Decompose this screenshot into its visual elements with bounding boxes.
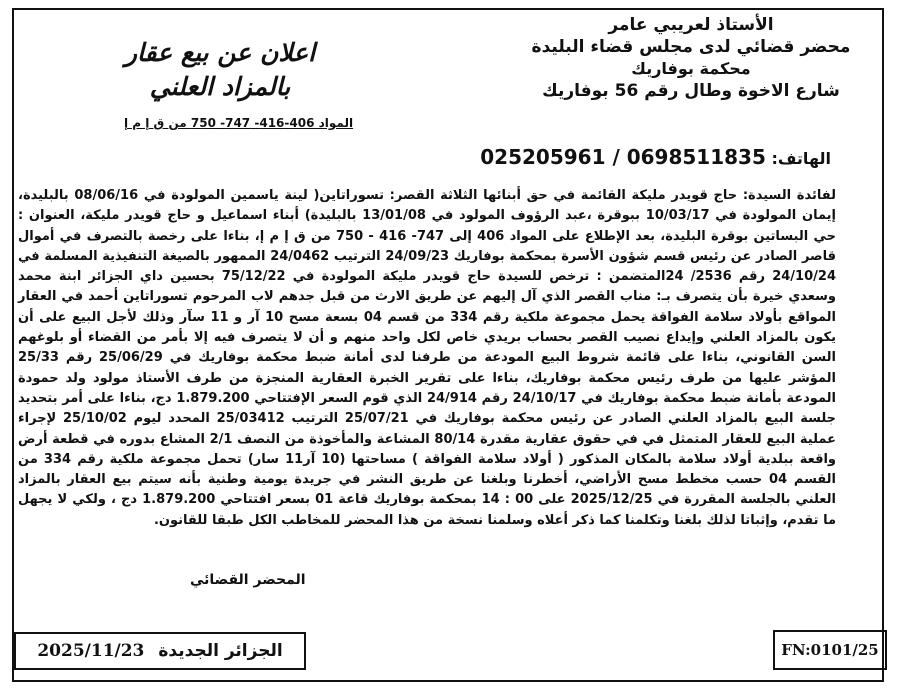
bailiff-title: محضر قضائي لدى مجلس قضاء البليدة: [531, 37, 851, 57]
bailiff-name: الأستاذ لعريبي عامر: [608, 15, 774, 35]
announcement-title: [60, 36, 380, 104]
phone-numbers: 0698511835 / 025205961: [480, 145, 766, 169]
signature-label: المحضر القضائي: [190, 572, 306, 588]
court-name: محكمة بوفاريك: [631, 59, 751, 78]
office-address: شارع الاخوة وطال رقم 56 بوفاريك: [542, 81, 840, 101]
file-number: FN:0101/25: [781, 641, 879, 659]
phone-label: الهاتف:: [771, 149, 831, 168]
phone-line: [480, 145, 831, 169]
announcement-title-line2: بالمزاد العلني: [149, 72, 291, 101]
file-number-box: [773, 630, 887, 670]
bailiff-office-header: [501, 14, 881, 103]
notice-body-paragraph: لفائدة السيدة: حاج قويدر مليكة القائمة في حق أبنائها الثلاثة القصر: تسوراتاين( لينة ياسمين المولودة في 08/06/16 بالبليدة، إيمان المولودة في 10/03/17 ببوقرة ،عبد الرؤوف المولود في 13/01/08 بالبليدة) أبناء اسماعيل و حاج قويدر مليكة، العنوان : حي البساتين بوقرة البليدة، بعد الإطلاع على المواد 406 إلى 747- 416 - 750 من ق إ م إ، بناءا على رخصة بالتصرف في أموال قاصر الصادر عن رئيس قسم شؤون الأسرة بمحكمة بوفاريك 24/09/23 الترتيب 24/0462 الممهور بالصيغة التنفيذية المسلمة في 24/10/24 رقم 2536/ 24المتضمن : ترخص للسيدة حاج قويدر مليكة المولودة في 75/12/22 بحسين داي الجزائر ابنة محمد وسعدي خيرة بأن يتصرف بـ: مناب القصر الذي آل إليهم عن طريق الارث من قبل جدهم لاب المرحوم تسوراتاين أحمد في العقار المواقع بأولاد سلامة الفواقة يحمل مجموعة ملكية رقم 334 من قسم 04 بسعة مسح 10 آر و 11 سآر وذلك لأجل البيع على أن يكون بالمزاد العلني وإيداع نصيب القصر بحساب بريدي خاص لكل واحد منهم و أن لا يتصرف فيه إلا بأمر من القضاء أو بلوغهم السن القانوني، بناءا على قائمة شروط البيع المودعة من طرفنا لدى أمانة ضبط محكمة بوفاريك في 25/06/29 رقم 25/33 المؤشر عليها من طرف رئيس محكمة بوفاريك، بناءا على تقرير الخبرة العقارية المنجزة من طرف الأستاذ مولود ولد حمودة المودعة بأمانة ضبط محكمة بوفاريك في 24/10/17 رقم 24/914 الذي قوم السعر الإفتتاحي 1.879.200 دج، بناءا على أمر بتحديد جلسة البيع بالمزاد العلني الصادر عن رئيس محكمة بوفاريك في 25/07/21 الترتيب 25/03412 المحدد ليوم 25/10/02 لإجراء عملية البيع للعقار المتمثل في في حقوق عقارية مقدرة 80/14 المشاعة والمأخوذة من النصف 2/1 المشاع بدوره في قطعة أرض واقعة ببلدية أولاد سلامة بالمكان المذكور ( أولاد سلامة الفواقة ) مساحتها (10 آر11 سار) تحمل مجموعة ملكية رقم 334 من القسم 04 حسب مخطط مسح الأراضي، أخطرنا وبلغنا عن طريق النشر في جريدة يومية وطنية بأنه سيتم بيع العقار بالمزاد العلني بالجلسة المقررة في 2025/12/25 على 00 : 14 بمحكمة بوفاريك قاعة 01 بسعر افتتاحي 1.879.200 دج ، ولكي لا يجهل ما تقدم، وإثباتا لذلك بلغنا وتكلمنا كما ذكر أعلاه وسلمنا نسخة من هذا المحضر للمخاطب الكل طبقا للقانون.: [18, 188, 837, 528]
newspaper-name: الجزائر الجديدة: [158, 641, 283, 661]
publication-box: [14, 632, 306, 670]
publication-date: 2025/11/23: [37, 641, 145, 661]
legal-articles: المواد 406-416- 747- 750 من ق إ م إ: [124, 116, 354, 130]
announcement-title-line1: اعلان عن بيع عقار: [124, 38, 316, 67]
